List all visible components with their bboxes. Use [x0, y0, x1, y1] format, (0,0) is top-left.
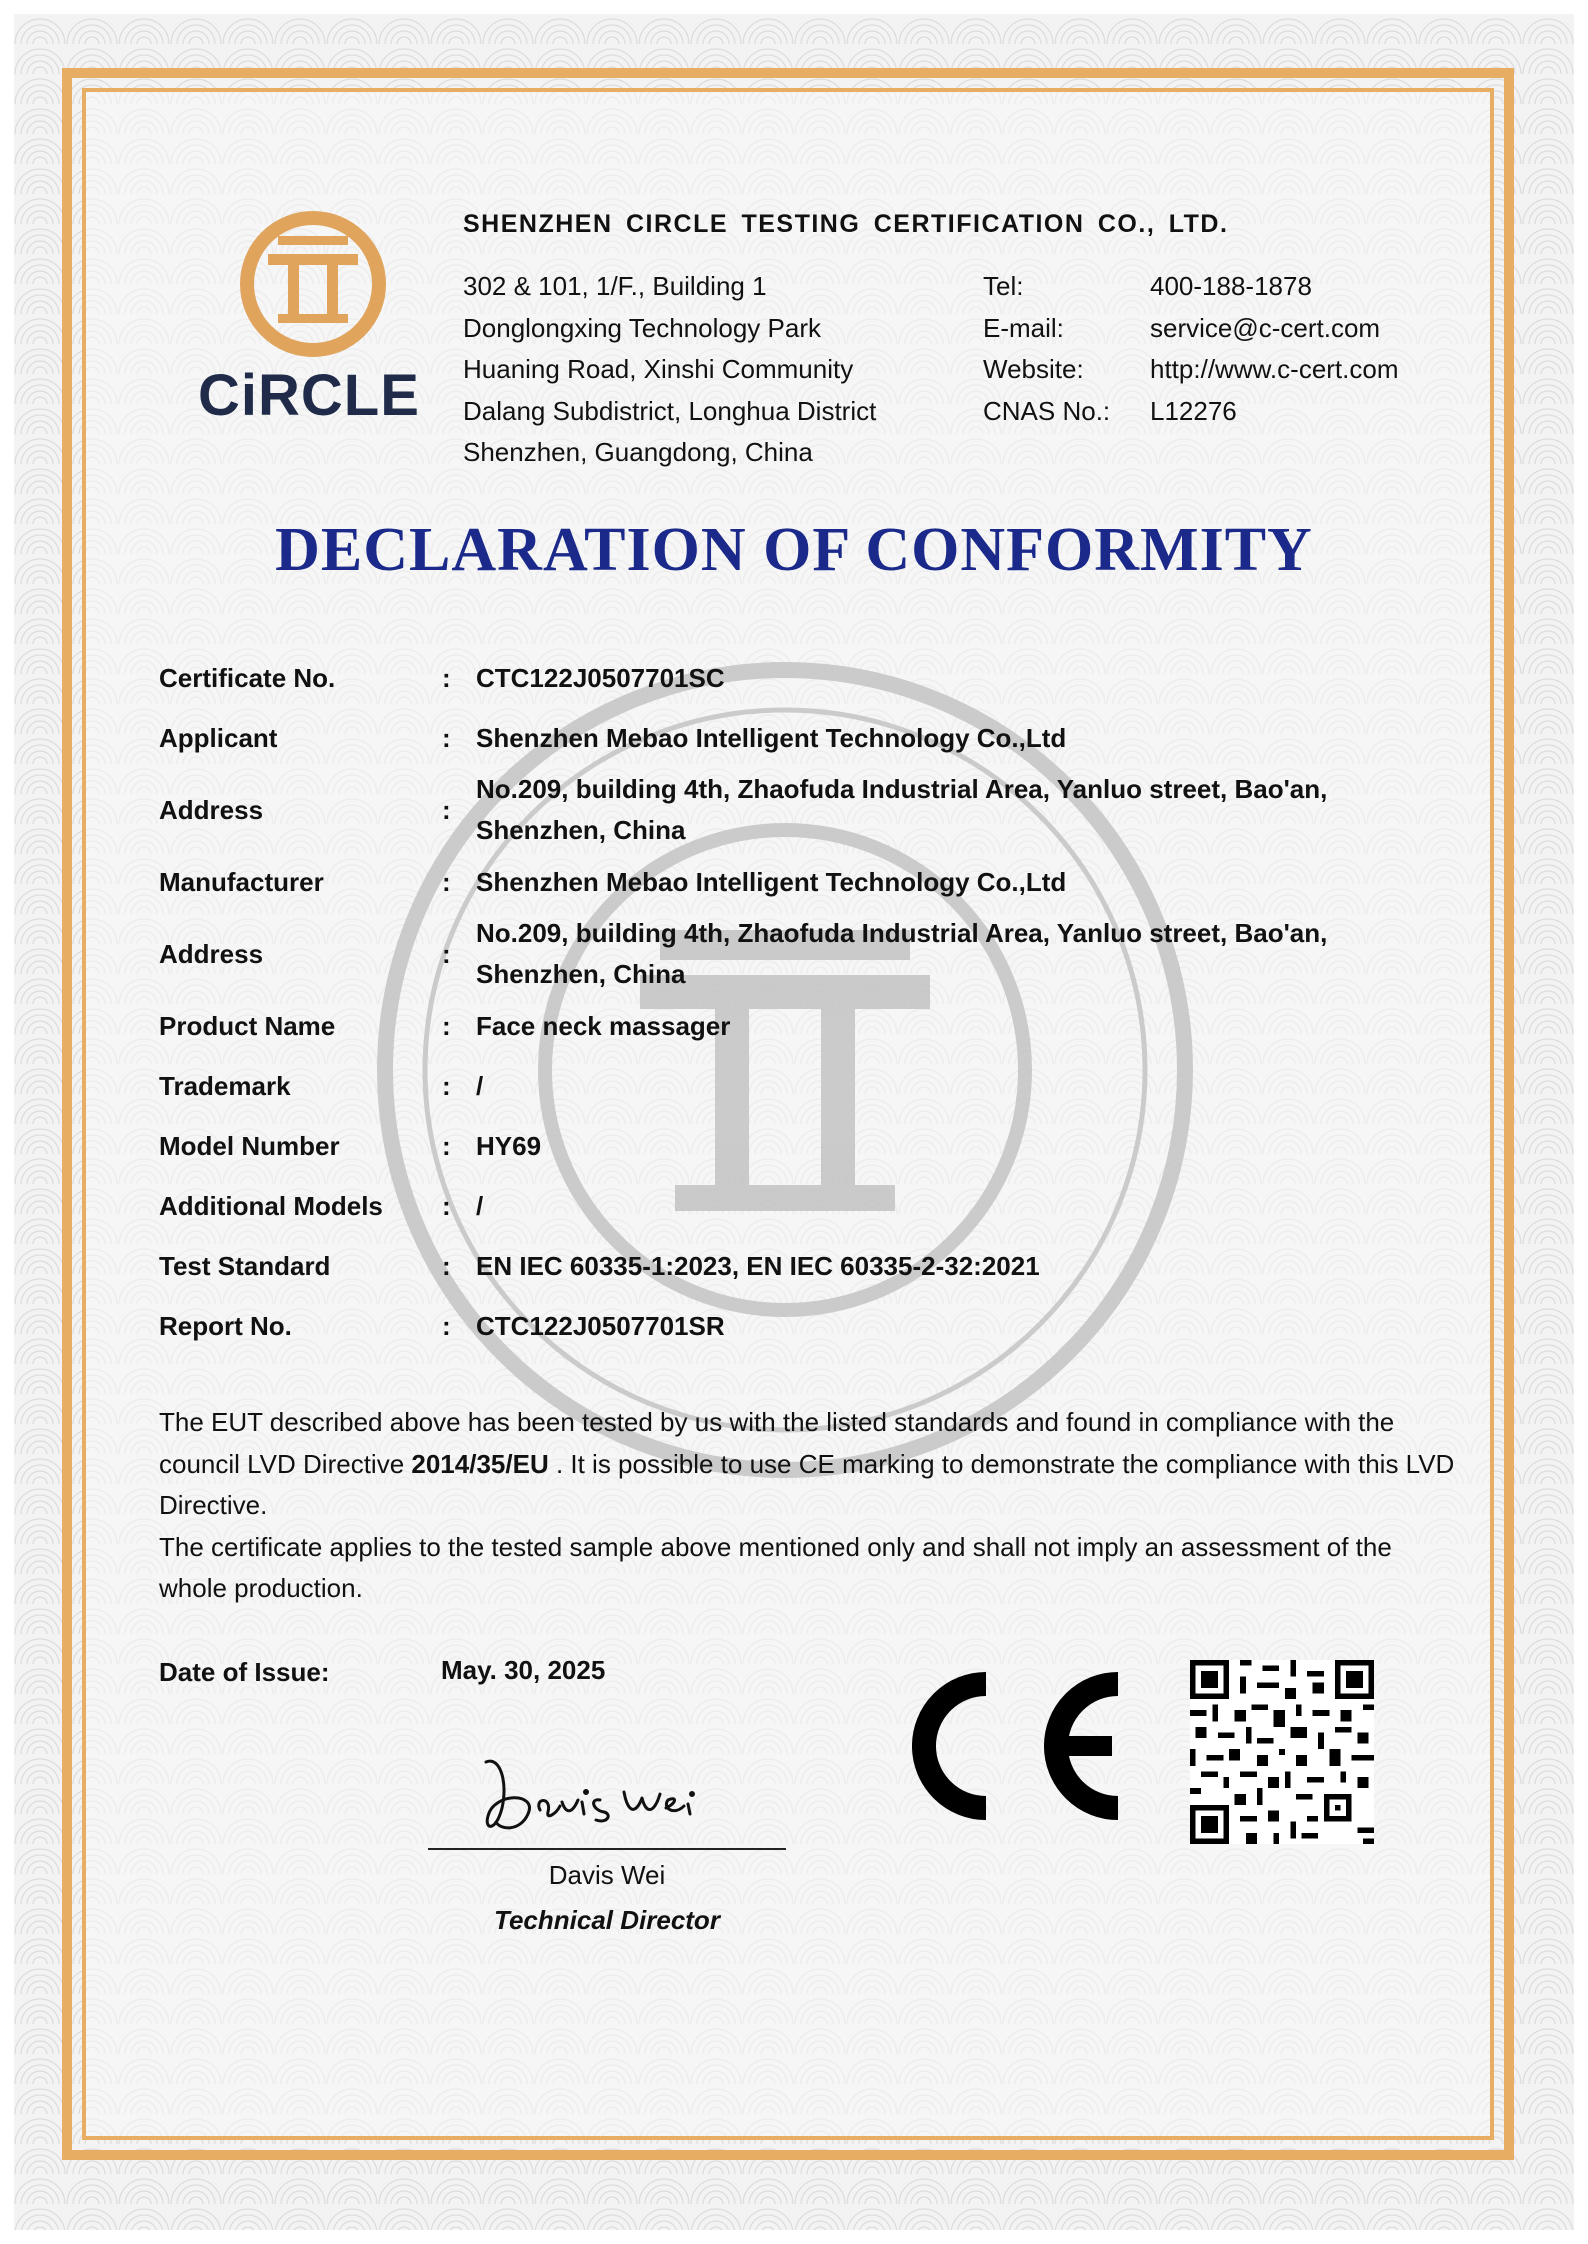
field-colon: : [442, 1130, 451, 1161]
company-contacts [983, 266, 1399, 432]
field-value: CTC122J0507701SR [476, 1310, 725, 1341]
field-value: Shenzhen Mebao Intelligent Technology Co.,Ltd [476, 722, 1067, 753]
statement-text: The EUT described above has been tested by us with the listed standards and found in compliance with the council LVD Directive [159, 1407, 1395, 1479]
contact-row-email [983, 308, 1399, 350]
contact-value: 400-188-1878 [1150, 271, 1312, 301]
field-row-report-no [159, 1296, 1459, 1356]
field-label: Address [159, 794, 264, 825]
field-label: Product Name [159, 1010, 336, 1041]
company-name: SHENZHEN CIRCLE TESTING CERTIFICATION CO., LTD. [463, 210, 1229, 238]
field-label: Test Standard [159, 1250, 331, 1281]
field-label: Trademark [159, 1070, 291, 1101]
field-colon: : [442, 1010, 451, 1041]
field-row-additional-models [159, 1176, 1459, 1236]
address-line: 302 & 101, 1/F., Building 1 [463, 271, 767, 301]
field-value: / [476, 1190, 484, 1221]
circle-logo-emblem [238, 210, 388, 358]
ce-mark-icon [912, 1672, 1122, 1820]
field-colon: : [442, 662, 451, 693]
field-label: Address [159, 938, 264, 969]
document-title: DECLARATION OF CONFORMITY [275, 516, 1313, 584]
contact-value: service@c-cert.com [1150, 312, 1381, 343]
statement-paragraph [159, 1402, 1459, 1527]
field-row-trademark [159, 1056, 1459, 1116]
company-logo-wordmark: CiRCLE [198, 363, 420, 428]
field-colon: : [442, 794, 451, 825]
date-of-issue-value: May. 30, 2025 [441, 1655, 606, 1685]
field-colon: : [442, 1190, 451, 1221]
field-colon: : [442, 938, 451, 969]
field-value: Face neck massager [476, 1010, 731, 1041]
contact-value: http://www.c-cert.com [1150, 354, 1399, 384]
contact-label: E-mail: [983, 312, 1064, 343]
field-value: Shenzhen Mebao Intelligent Technology Co.,Ltd [476, 866, 1067, 897]
handwritten-signature [478, 1752, 718, 1842]
field-value: HY69 [476, 1130, 542, 1161]
address-line: Shenzhen, Guangdong, China [463, 437, 813, 467]
field-colon: : [442, 866, 451, 897]
field-row-certificate-no [159, 648, 1459, 708]
field-value: / [476, 1070, 484, 1101]
contact-label: Tel: [983, 271, 1024, 301]
field-label: Model Number [159, 1130, 340, 1161]
directive-number: 2014/35/EU [411, 1448, 549, 1479]
field-value: No.209, building 4th, Zhaofuda Industrial Area, Yanluo street, Bao'an, Shenzhen, China [476, 774, 1328, 845]
field-label: Certificate No. [159, 662, 336, 693]
field-colon: : [442, 1250, 451, 1281]
contact-row-cnas [983, 391, 1399, 433]
address-line: Huaning Road, Xinshi Community [463, 354, 854, 384]
field-colon: : [442, 1310, 451, 1341]
field-row-applicant [159, 708, 1459, 768]
field-colon: : [442, 722, 451, 753]
field-row-manufacturer [159, 852, 1459, 912]
qr-code-icon [1190, 1660, 1374, 1844]
field-row-model-number [159, 1116, 1459, 1176]
contact-row-website [983, 349, 1399, 391]
statement-text: . It is possible to use CE marking to demonstrate the compliance with this LVD Directive. [159, 1448, 1455, 1520]
field-row-manufacturer-address [159, 912, 1459, 996]
contact-value: L12276 [1150, 395, 1237, 426]
contact-row-tel [983, 266, 1399, 308]
date-of-issue-label: Date of Issue: [159, 1657, 330, 1687]
field-label: Report No. [159, 1310, 292, 1341]
address-line: Dalang Subdistrict, Longhua District [463, 395, 877, 426]
field-label: Manufacturer [159, 866, 324, 897]
contact-label: Website: [983, 354, 1084, 384]
field-label: Additional Models [159, 1190, 383, 1221]
field-value: EN IEC 60335-1:2023, EN IEC 60335-2-32:2021 [476, 1250, 1040, 1281]
field-label: Applicant [159, 722, 278, 753]
field-row-applicant-address [159, 768, 1459, 852]
field-row-product-name [159, 996, 1459, 1056]
statement-paragraph: The certificate applies to the tested sample above mentioned only and shall not imply an assessment of the whole production. [159, 1531, 1392, 1603]
certificate-fields [159, 648, 1459, 1356]
field-value: CTC122J0507701SC [476, 662, 725, 693]
signer-name: Davis Wei [548, 1860, 666, 1890]
field-colon: : [442, 1070, 451, 1101]
address-line: Donglongxing Technology Park [463, 312, 821, 343]
signature-line [428, 1848, 786, 1850]
company-address [463, 266, 876, 474]
field-value: No.209, building 4th, Zhaofuda Industrial Area, Yanluo street, Bao'an, Shenzhen, China [476, 918, 1328, 989]
contact-label: CNAS No.: [983, 395, 1111, 426]
compliance-statement [159, 1402, 1459, 1610]
field-row-test-standard [159, 1236, 1459, 1296]
signer-role: Technical Director [494, 1905, 720, 1935]
